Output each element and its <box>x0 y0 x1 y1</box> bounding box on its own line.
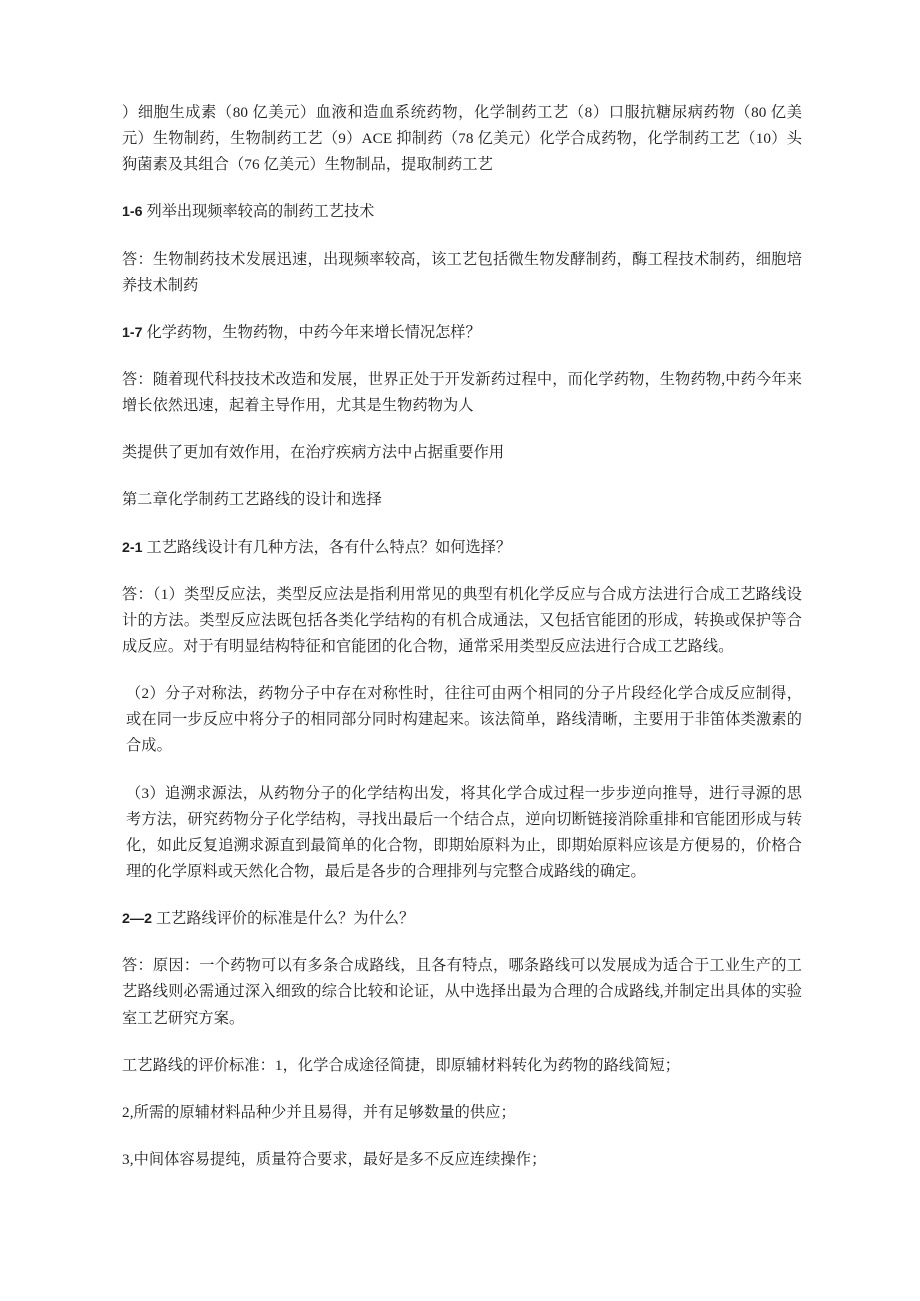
question-1-7-text: 化学药物，生物药物，中药今年来增长情况怎样？ <box>146 323 481 341</box>
question-2-2 <box>122 906 802 932</box>
question-1-7-number: 1-7 <box>122 324 143 341</box>
question-2-2-text: 工艺路线评价的标准是什么？为什么？ <box>155 910 415 928</box>
question-1-7 <box>122 320 802 346</box>
answer-2-1-item-3: （3）追溯求源法，从药物分子的化学结构出发，将其化学合成过程一步步逆向推导，进行寻源的思考方法，研究药物分子化学结构，寻找出最后一个结合点，逆向切断链接消除重排和官能团形成与转化，如此反复追溯求源直到最简单的化合物，即期始原料为止，即期始原料应该是方便易的，价格合理的化学原料或天然化合物，最后是各步的合理排列与完整合成路线的确定。 <box>126 784 802 880</box>
answer-2-1-item-1: 答：（1）类型反应法，类型反应法是指利用常见的典型有机化学反应与合成方法进行合成工艺路线设计的方法。类型反应法既包括各类化学结构的有机合成通法，又包括官能团的形成，转换或保护等合成反应。对于有明显结构特征和官能团的化合物，通常采用类型反应法进行合成工艺路线。 <box>122 585 802 655</box>
answer-1-7: 答：随着现代科技技术改造和发展，世界正处于开发新药过程中，而化学药物，生物药物,中药今年来增长依然迅速，起着主导作用，尤其是生物药物为人 <box>122 370 802 415</box>
question-2-2-number: 2—2 <box>122 911 152 928</box>
answer-2-2: 答：原因：一个药物可以有多条合成路线，且各有特点，哪条路线可以发展成为适合于工业生产的工艺路线则必需通过深入细致的综合比较和论证，从中选择出最为合理的合成路线,并制定出具体的实验室工艺研究方案。 <box>122 957 802 1027</box>
question-2-1 <box>122 535 802 561</box>
question-1-6-number: 1-6 <box>122 204 143 221</box>
question-1-6 <box>122 199 802 225</box>
evaluation-criteria-2: 2,所需的原辅材料品种少并且易得，并有足够数量的供应； <box>122 1103 516 1121</box>
answer-1-6: 答：生物制药技术发展迅速，出现频率较高，该工艺包括微生物发酵制药，酶工程技术制药，细胞培养技术制药 <box>122 250 802 294</box>
paragraph-drug-list-continued: ）细胞生成素（80 亿美元）血液和造血系统药物，化学制药工艺（8）口服抗糖尿病药物（80 亿美元）生物制药，生物制药工艺（9）ACE 抑制药（78 亿美元）化学合成药物，化学制药工艺（10）头狗菌素及其组合（76 亿美元）生物制品，提取制药工艺 <box>122 104 802 174</box>
answer-1-7-continued: 类提供了更加有效作用，在治疗疾病方法中占据重要作用 <box>122 444 505 462</box>
question-1-6-text: 列举出现频率较高的制药工艺技术 <box>146 203 375 221</box>
evaluation-criteria-3: 3,中间体容易提纯，质量符合要求，最好是多不反应连续操作； <box>122 1150 547 1168</box>
evaluation-criteria-1: 工艺路线的评价标准：1，化学合成途径简捷，即原辅材料转化为药物的路线简短； <box>122 1056 681 1074</box>
document-body <box>122 100 802 1173</box>
chapter-2-heading: 第二章化学制药工艺路线的设计和选择 <box>122 491 382 509</box>
answer-2-1-item-2: （2）分子对称法，药物分子中存在对称性时，往往可由两个相同的分子片段经化学合成反应制得，或在同一步反应中将分子的相同部分同时构建起来。该法简单，路线清晰，主要用于非笛体类激素的合成。 <box>126 685 802 755</box>
question-2-1-text: 工艺路线设计有几种方法，各有什么特点？如何选择？ <box>146 538 512 556</box>
question-2-1-number: 2-1 <box>122 539 143 556</box>
